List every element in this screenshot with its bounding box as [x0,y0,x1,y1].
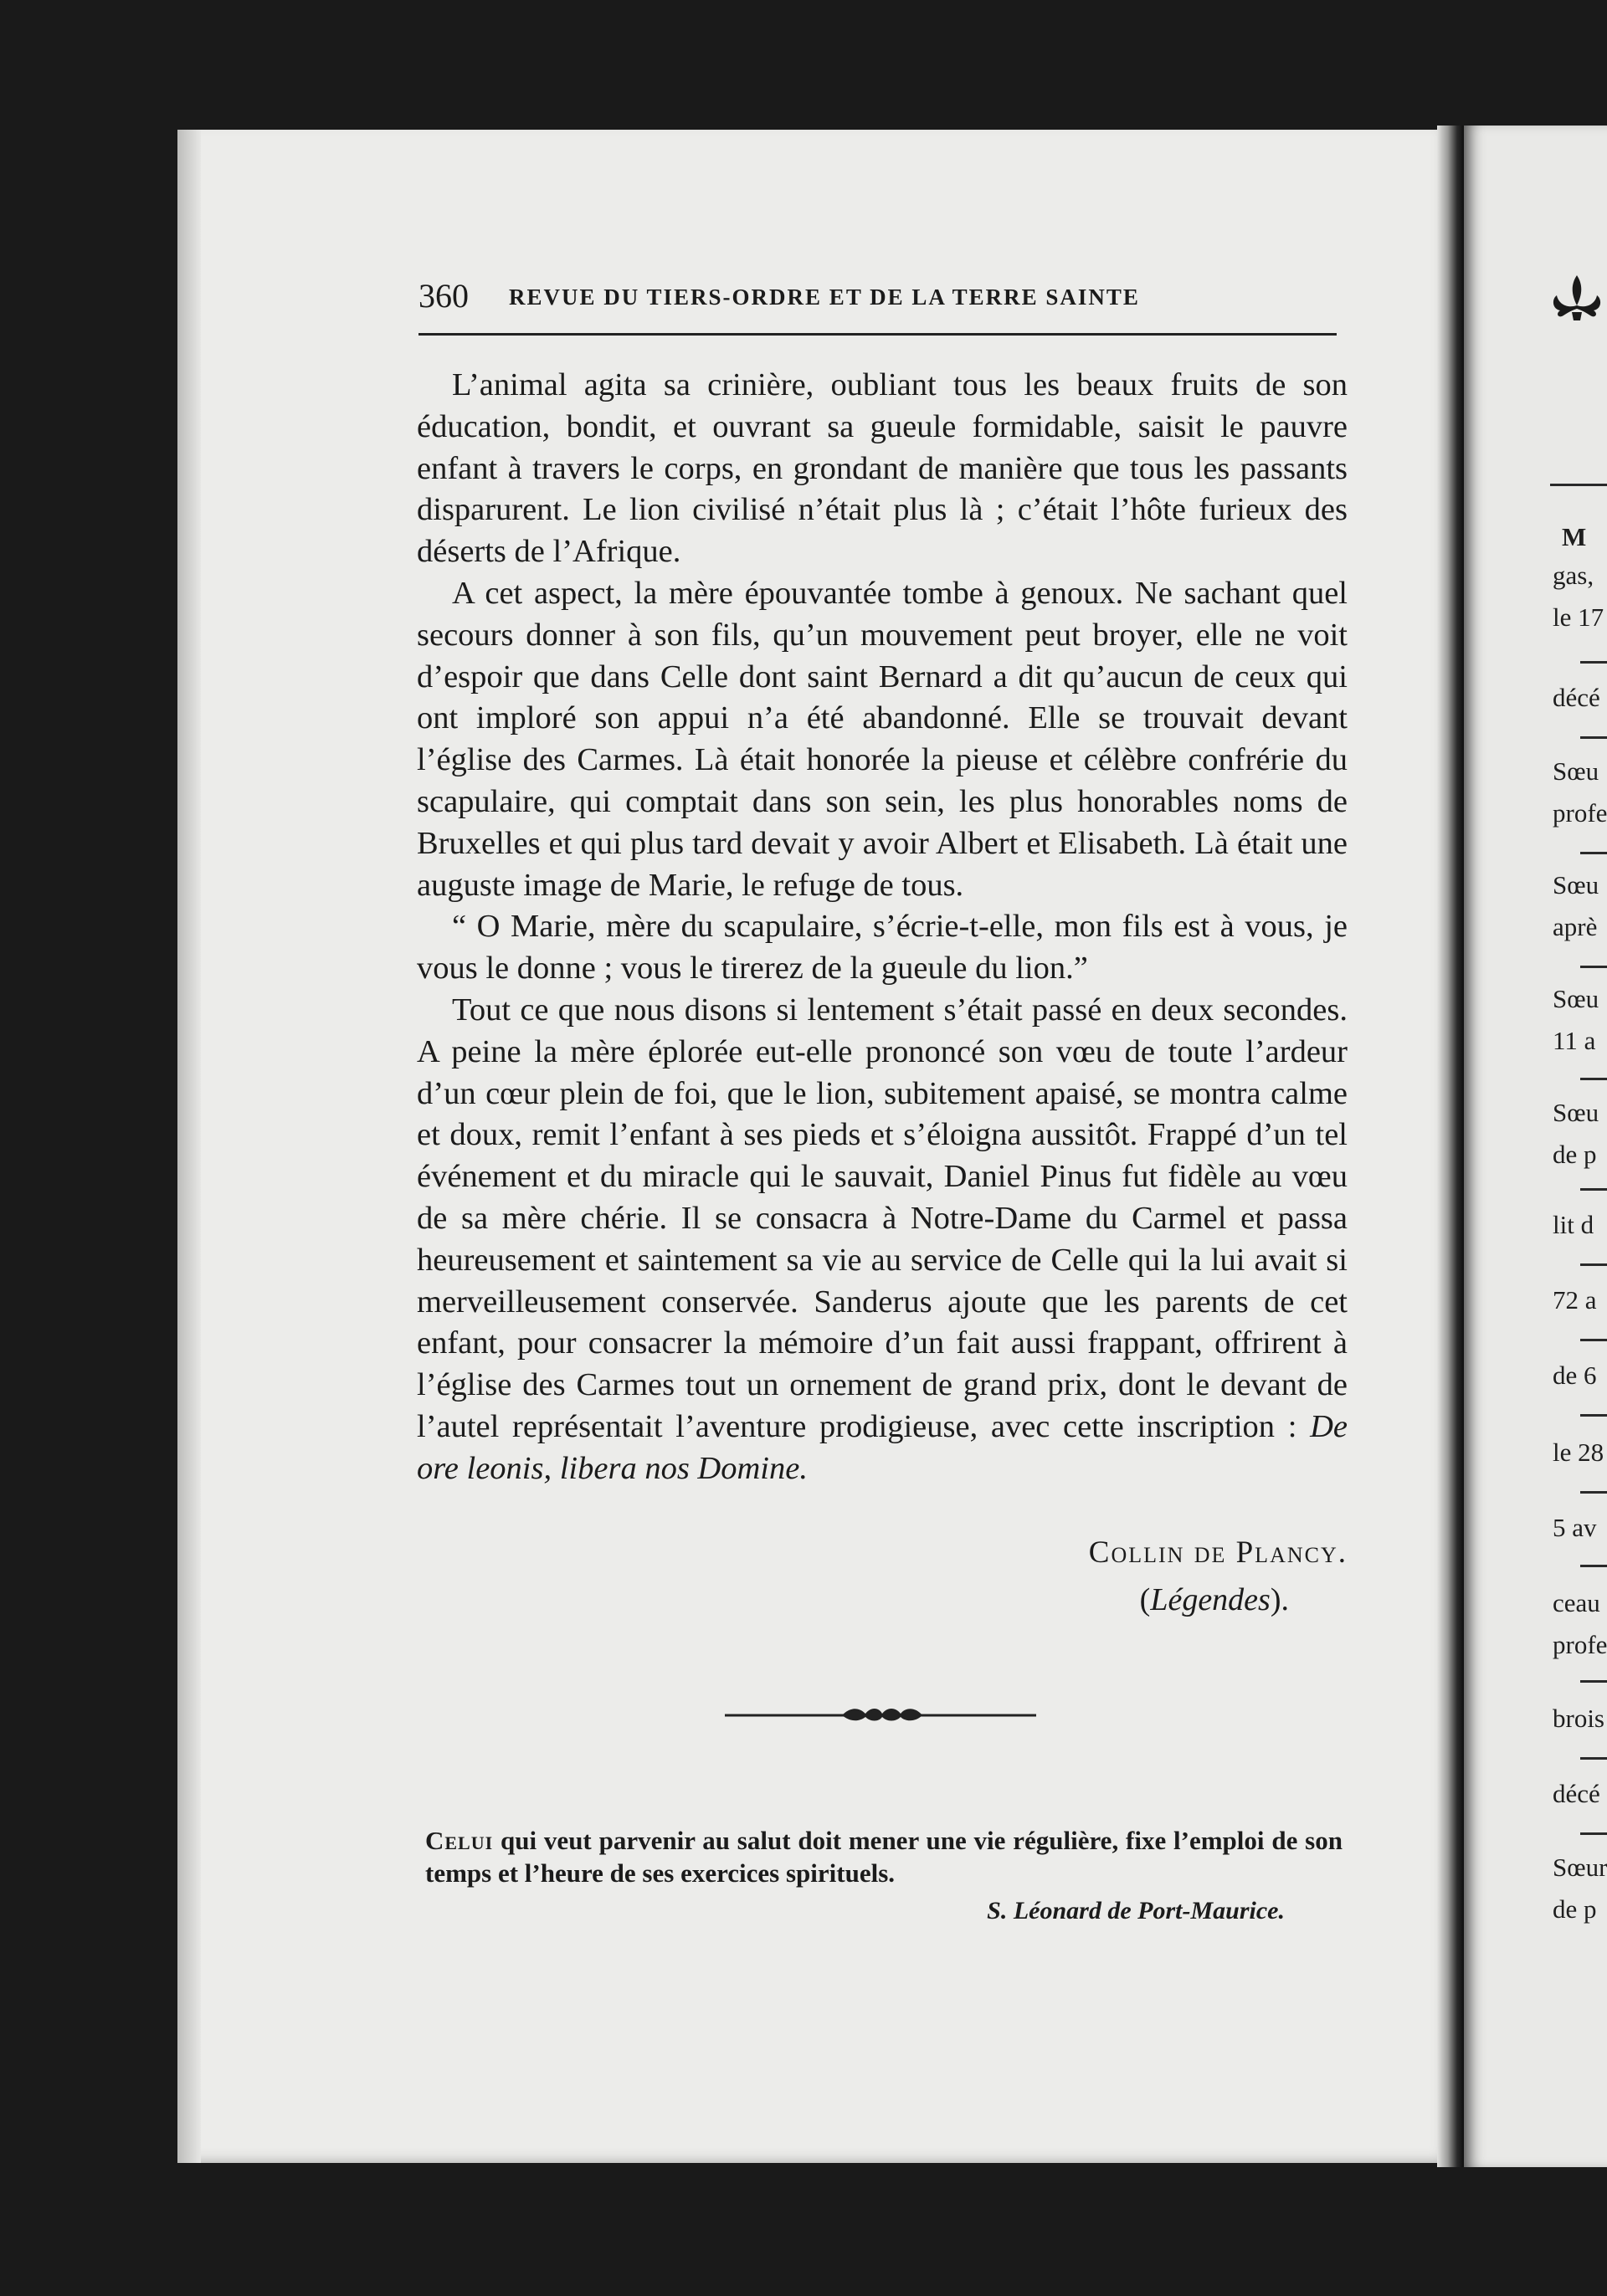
right-dash [1580,966,1607,968]
closing-quote [425,1824,1343,1889]
right-rule [1550,484,1607,486]
source-title: Légendes [1150,1582,1271,1617]
right-dash [1580,1491,1607,1494]
page-number: 360 [418,277,469,315]
paragraph-2: A cet aspect, la mère épouvantée tombe à genoux. Ne sachant quel secours donner à son fils, qu’un mouvement peut broyer, elle ne voit d’espoir que dans Celle dont saint Bernard a dit qu’aucun de ceux qui ont imploré son appui n’a été abandonné. Elle se trouvait devant l’église des Carmes. Là était honorée la pieuse et célèbre confrérie du scapulaire, qui comptait dans son sein, les plus honorables noms de Bruxelles et qui plus tard devait y avoir Albert et Elisabeth. Là était une auguste image de Marie, le refuge de tous. [417,575,1348,903]
right-fragment: décé [1553,683,1600,712]
article-body [417,365,1348,1490]
quote-text: qui veut parvenir au salut doit mener une vie régulière, fixe l’emploi de son temps et l’heure de ses exercices spirituels. [425,1826,1343,1888]
right-fragment: Sœu [1553,1098,1599,1127]
right-fragment: profe [1553,1630,1607,1659]
header-rule [418,333,1337,336]
right-dash [1580,736,1607,739]
right-fragment: profe [1553,798,1607,828]
paragraph-3: “ O Marie, mère du scapulaire, s’écrie-t-elle, mon fils est à vous, je vous le donne ; vous le tirerez de la gueule du lion.” [417,909,1348,987]
right-fragment: le 17 [1553,602,1604,632]
right-fragment: Sœur [1553,1853,1607,1882]
right-fragment: 72 a [1553,1285,1597,1315]
right-fragment: 11 a [1553,1026,1596,1055]
right-fragment: 5 av [1553,1513,1597,1542]
right-fragment: de p [1553,1140,1597,1169]
inscription: De ore leonis, libera nos Domine. [417,1408,1348,1486]
paragraph-1: L’animal agita sa crinière, oubliant tous les beaux fruits de son éducation, bondit, et ouvrant sa gueule formidable, saisit le pauvre enfant à travers le corps, en grondant de manière que tous les passants disparurent. Le lion civilisé n’était plus là ; c’était l’hôte furieux des déserts de l’Afrique. [417,367,1348,570]
right-dash [1580,1263,1607,1266]
right-dash [1580,1188,1607,1191]
right-fragment: aprè [1553,912,1598,941]
right-dash [1580,1339,1607,1341]
running-title: REVUE DU TIERS-ORDRE ET DE LA TERRE SAINTE [509,284,1140,310]
right-dash [1580,661,1607,664]
source-attribution [921,1581,1289,1618]
right-fragment: brois [1553,1704,1604,1733]
quote-lead: Celui [425,1826,494,1855]
right-dash [1580,1414,1607,1417]
right-fragment: ceau [1553,1588,1600,1617]
right-dash [1580,1757,1607,1760]
right-dash [1580,852,1607,854]
ornament-divider-icon [725,1704,1036,1725]
right-fragment: Sœu [1553,756,1599,786]
quote-signature: S. Léonard de Port-Maurice. [987,1897,1285,1924]
running-head [418,276,1335,318]
right-fragment: de 6 [1553,1361,1597,1390]
right-fragment: Sœu [1553,870,1599,899]
book-gutter [1437,126,1464,2167]
right-fragment: M [1562,522,1587,551]
paragraph-4 [417,990,1348,1490]
right-fragment: le 28 [1553,1438,1604,1467]
fleur-de-lis-icon [1547,272,1607,331]
right-dash [1580,1078,1607,1080]
right-dash [1580,1565,1607,1567]
right-fragment: Sœu [1553,984,1599,1013]
right-fragment: de p [1553,1894,1597,1924]
source-open: ( [1139,1582,1151,1617]
right-fragment: lit d [1553,1210,1594,1239]
right-dash [1580,1680,1607,1683]
source-close: ). [1270,1582,1289,1617]
right-dash [1580,1832,1607,1835]
right-fragment: gas, [1553,561,1594,590]
right-fragment: décé [1553,1779,1600,1808]
author-attribution: Collin de Plancy. [1088,1535,1348,1570]
paragraph-4-text: Tout ce que nous disons si lentement s’était passé en deux secondes. A peine la mère éplorée eut-elle prononcé son vœu de toute l’ardeur d’un cœur plein de foi, que le lion, subitement apaisé, se montra calme et doux, remit l’enfant à ses pieds et s’éloigna aussitôt. Frappé d’un tel événement et du miracle qui le sauvait, Daniel Pinus fut fidèle au vœu de sa mère chérie. Il se consacra à Notre-Dame du Carmel et passa heureusement et saintement sa vie au service de Celle qui la lui avait si merveilleusement conservée. Sanderus ajoute que les parents de cet enfant, pour consacrer la mémoire d’un fait aussi frappant, offrirent à l’église des Carmes tout un ornement de grand prix, dont le devant de l’autel représentait l’aventure prodigieuse, avec cette inscription : [417,992,1348,1444]
